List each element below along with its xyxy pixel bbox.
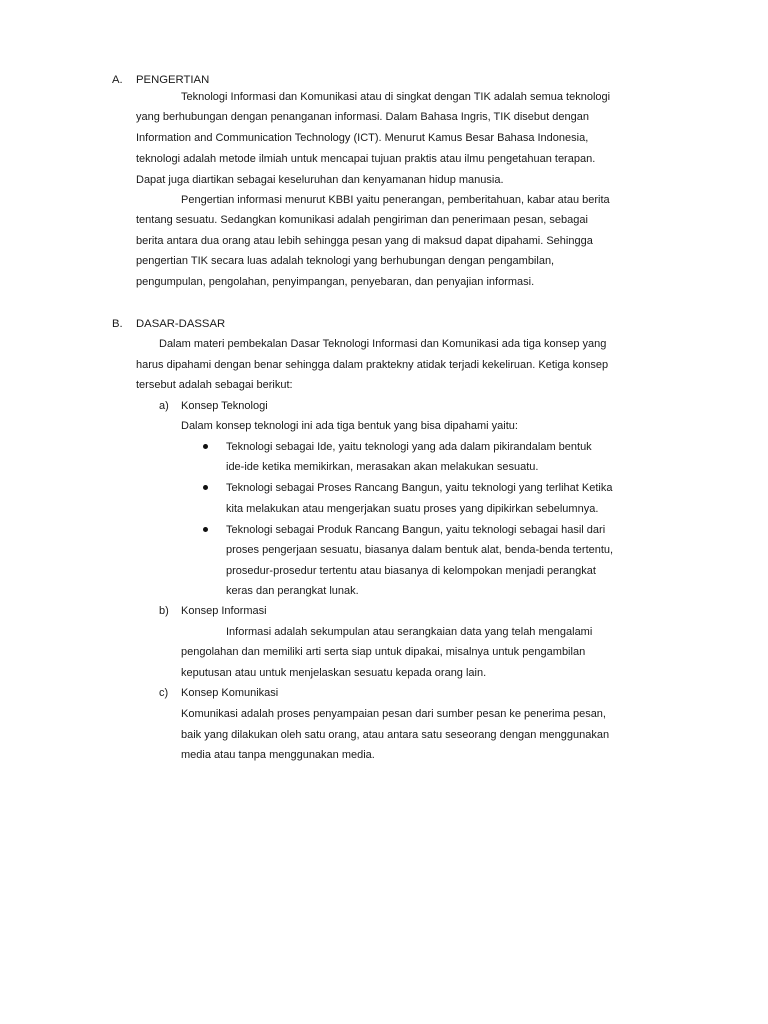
bullet-line: ide-ide ketika memikirkan, merasakan akan melakukan sesuatu. — [226, 461, 539, 473]
bullet-line: kita melakukan atau mengerjakan suatu proses yang dipikirkan sebelumnya. — [226, 503, 599, 515]
bullet-icon — [203, 527, 208, 532]
section-a-p2-line: Pengertian informasi menurut KBBI yaitu penerangan, pemberitahuan, kabar atau berita — [181, 194, 610, 206]
section-a-p2-line: pengertian TIK secara luas adalah teknologi yang berhubungan dengan pengambilan, — [136, 255, 555, 267]
bullet-line: Teknologi sebagai Produk Rancang Bangun, yaitu teknologi sebagai hasil dari — [226, 524, 606, 536]
section-a-p1-line: Information and Communication Technology (ICT). Menurut Kamus Besar Bahasa Indonesia, — [136, 132, 589, 144]
subsection-c-marker: c) — [159, 687, 169, 699]
subsection-c-text-line: Komunikasi adalah proses penyampaian pesan dari sumber pesan ke penerima pesan, — [181, 708, 606, 720]
section-b-intro-line: Dalam materi pembekalan Dasar Teknologi Informasi dan Komunikasi ada tiga konsep yang — [159, 338, 607, 350]
section-b-intro-line: harus dipahami dengan benar sehingga dalam praktekny atidak terjadi kekeliruan. Ketiga konsep — [136, 359, 609, 371]
subsection-b-text-line: Informasi adalah sekumpulan atau serangkaian data yang telah mengalami — [226, 626, 593, 638]
section-b-title: DASAR-DASSAR — [136, 318, 226, 330]
section-b-marker: B. — [112, 318, 123, 330]
bullet-line: proses pengerjaan sesuatu, biasanya dalam bentuk alat, benda-benda tertentu, — [226, 544, 614, 556]
subsection-c-text-line: baik yang dilakukan oleh satu orang, atau antara satu seseorang dengan menggunakan — [181, 729, 610, 741]
subsection-c-title: Konsep Komunikasi — [181, 687, 279, 699]
subsection-b-marker: b) — [159, 605, 169, 617]
section-a-title: PENGERTIAN — [136, 74, 210, 86]
section-a-p2-line: tentang sesuatu. Sedangkan komunikasi adalah pengiriman dan penerimaan pesan, sebagai — [136, 214, 588, 226]
section-a-p1-line: Dapat juga diartikan sebagai keseluruhan dan kenyamanan hidup manusia. — [136, 174, 504, 186]
subsection-a-lead: Dalam konsep teknologi ini ada tiga bentuk yang bisa dipahami yaitu: — [181, 420, 518, 432]
bullet-line: keras dan perangkat lunak. — [226, 585, 359, 597]
subsection-c-text-line: media atau tanpa menggunakan media. — [181, 749, 375, 761]
subsection-b-title: Konsep Informasi — [181, 605, 267, 617]
section-a-p2-line: pengumpulan, pengolahan, penyimpangan, penyebaran, dan penyajian informasi. — [136, 276, 535, 288]
section-b-intro-line: tersebut adalah sebagai berikut: — [136, 379, 293, 391]
subsection-a-marker: a) — [159, 400, 169, 412]
bullet-icon — [203, 444, 208, 449]
section-a-marker: A. — [112, 74, 123, 86]
subsection-b-text-line: keputusan atau untuk menjelaskan sesuatu kepada orang lain. — [181, 667, 487, 679]
bullet-line: prosedur-prosedur tertentu atau biasanya di kelompokan menjadi perangkat — [226, 565, 596, 577]
bullet-line: Teknologi sebagai Proses Rancang Bangun, yaitu teknologi yang terlihat Ketika — [226, 482, 613, 494]
subsection-a-title: Konsep Teknologi — [181, 400, 268, 412]
section-a-p1-line: Teknologi Informasi dan Komunikasi atau di singkat dengan TIK adalah semua teknologi — [181, 91, 611, 103]
section-a-p1-line: yang berhubungan dengan penanganan informasi. Dalam Bahasa Ingris, TIK disebut dengan — [136, 111, 589, 123]
section-a-p2-line: berita antara dua orang atau lebih sehingga pesan yang di maksud dapat dipahami. Sehingga — [136, 235, 593, 247]
section-a-p1-line: teknologi adalah metode ilmiah untuk mencapai tujuan praktis atau ilmu pengetahuan terapan. — [136, 153, 596, 165]
bullet-line: Teknologi sebagai Ide, yaitu teknologi yang ada dalam pikirandalam bentuk — [226, 441, 592, 453]
bullet-icon — [203, 485, 208, 490]
subsection-b-text-line: pengolahan dan memiliki arti serta siap untuk dipakai, misalnya untuk pengambilan — [181, 646, 586, 658]
